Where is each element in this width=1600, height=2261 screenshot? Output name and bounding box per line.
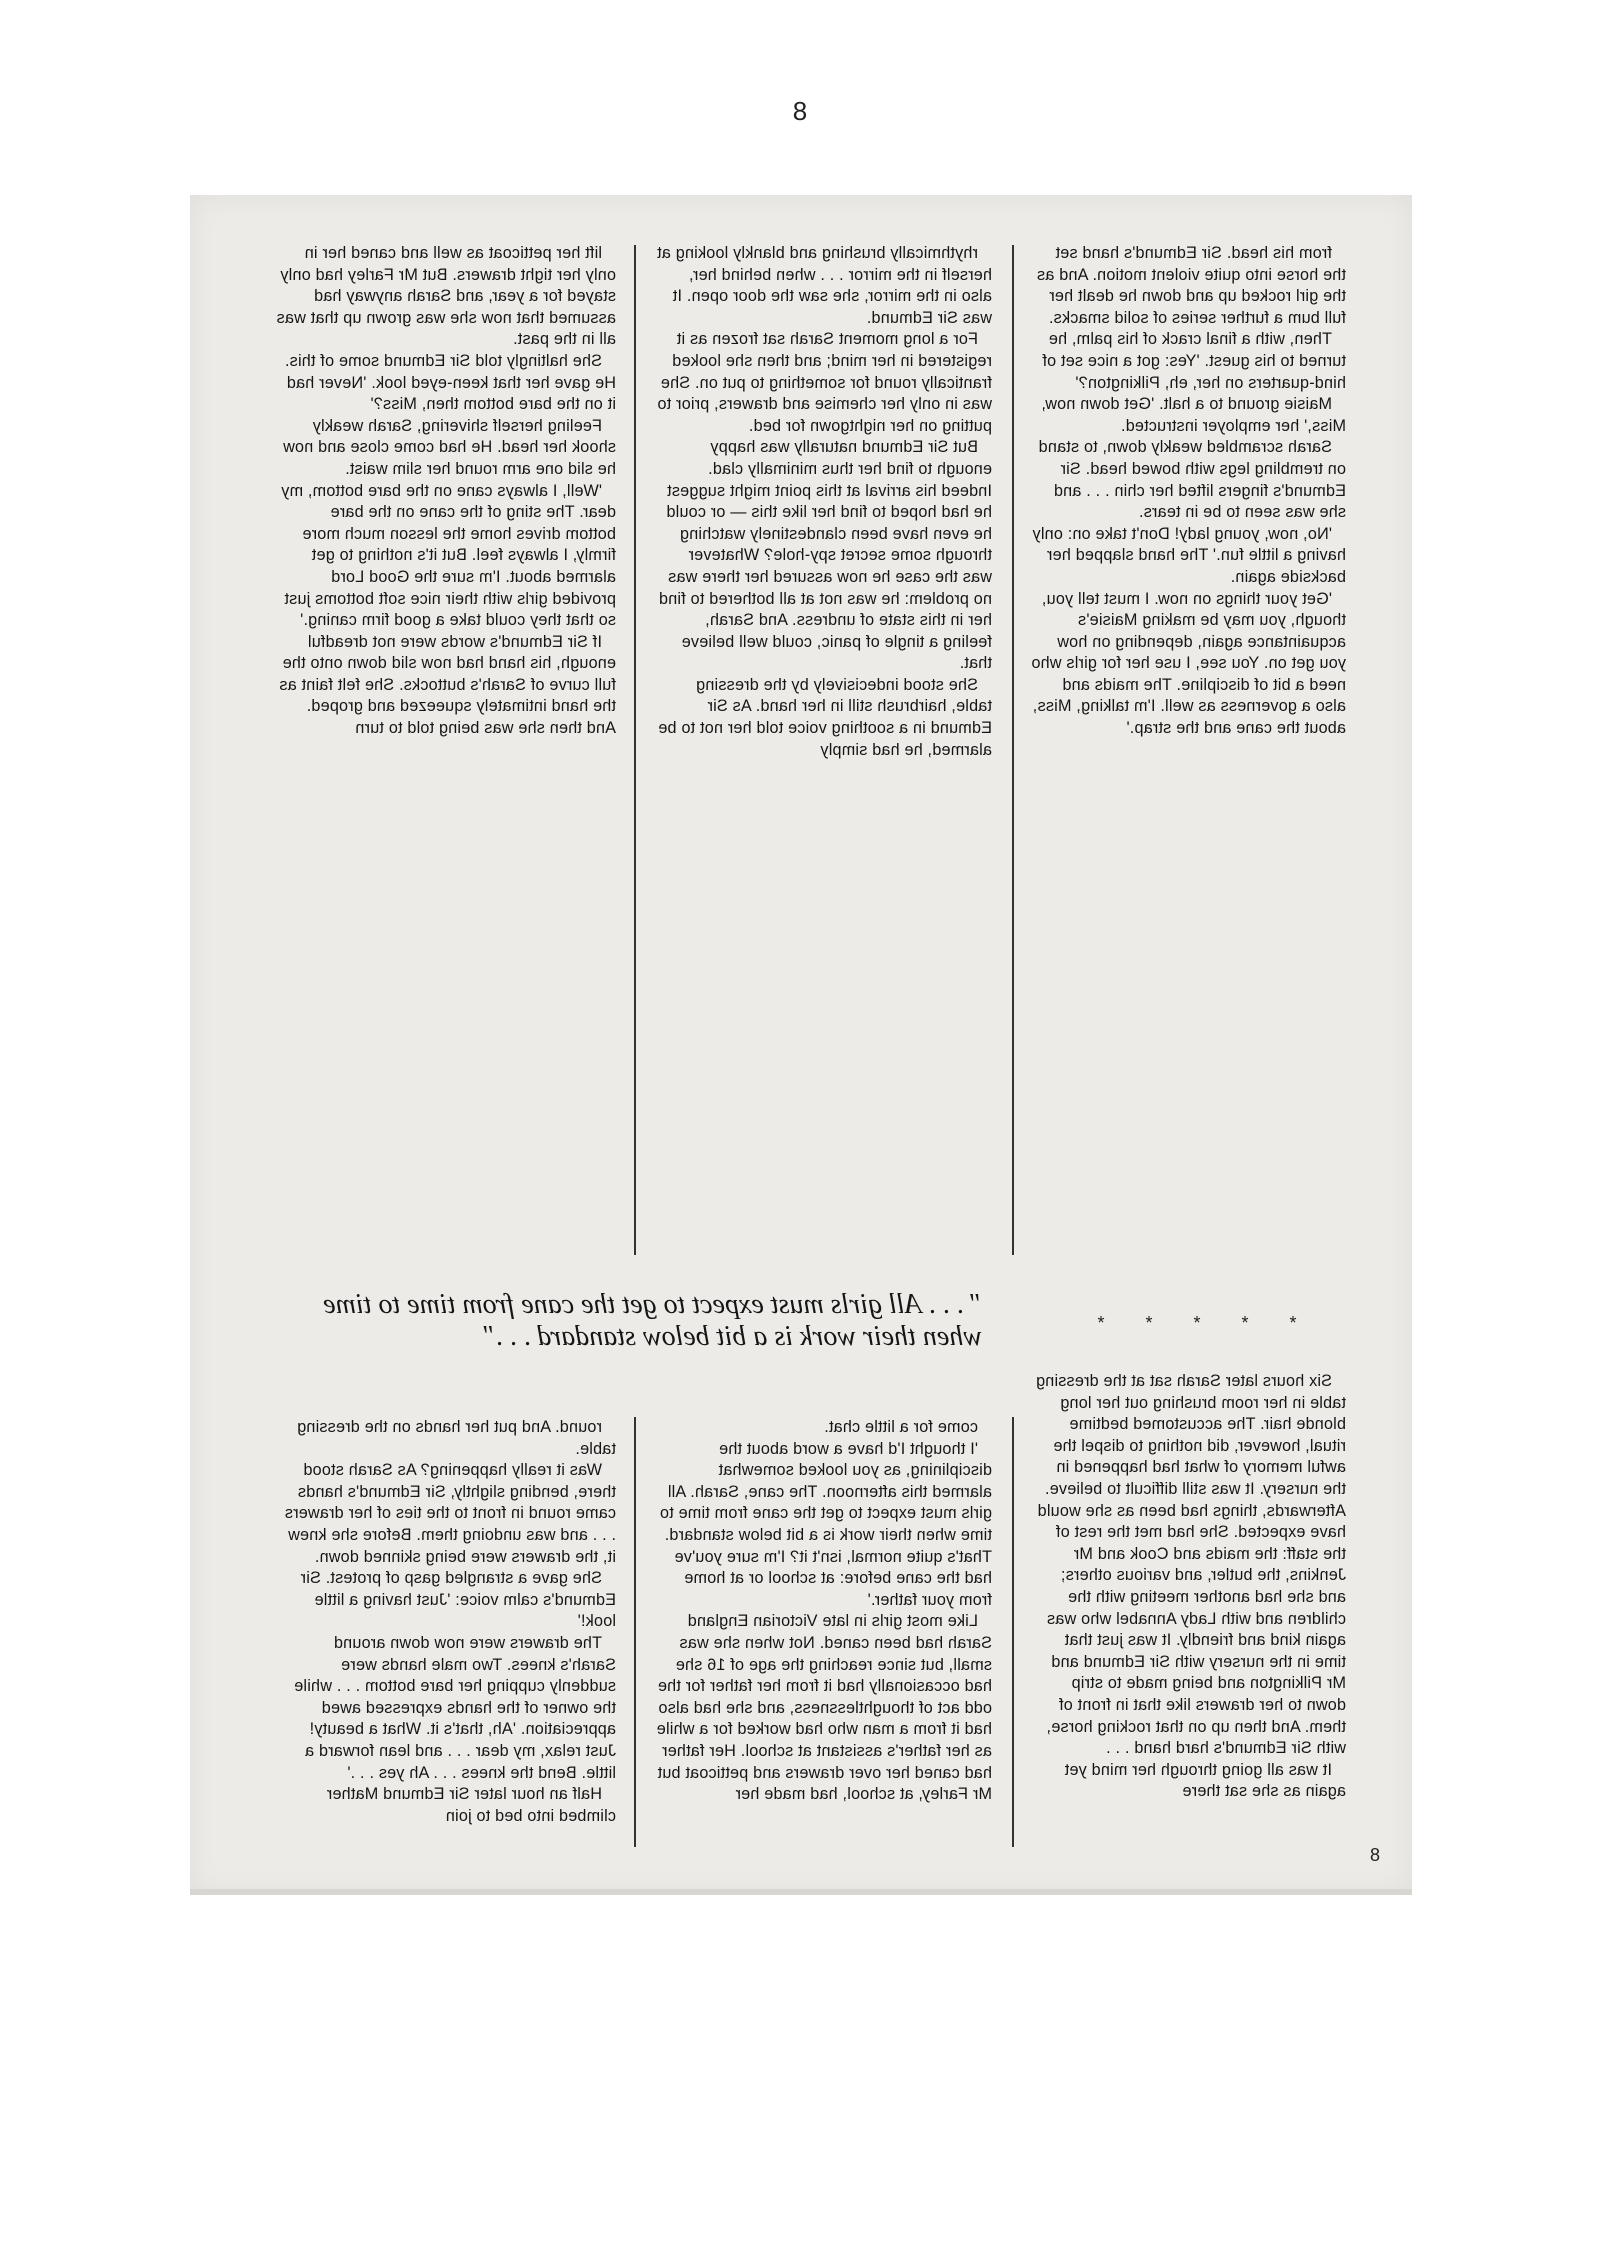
- column-rule-right: [634, 245, 636, 1255]
- section-break: * * * * *: [1079, 1313, 1297, 1333]
- page-number-bottom: 8: [1370, 1845, 1381, 1865]
- paragraph: Then, with a final crack of his palm, he turned to his guest. 'Yes: got a nice set of hind-quarters on her, eh, Pilkington?': [1042, 330, 1346, 392]
- column-rule-left: [1012, 245, 1014, 1255]
- paragraph: But Sir Edmund naturally was happy enough to find her thus minimally clad. Indeed his arrival at this point might suggest he had hoped to find her like this — or could he even have been clandestinely watching through some secret spy-hole? Whatever was the case he now assured her there was no problem: he was not at all bothered to find her in this state of undress. And Sarah, feeling a tingle of panic, could well believe that.: [658, 438, 992, 673]
- paragraph: Was it really happening? As Sarah stood there, bending slightly, Sir Edmund's hands came round in front to the ties of her drawers . . . and was undoing them. Before she knew it, the drawers were being skinned down.: [284, 1461, 616, 1566]
- paragraph: Half an hour later Sir Edmund Mather climbed into bed to join: [326, 1785, 616, 1825]
- paragraph: 'No, now, young lady! Don't take on: only having a little fun.' The hand slapped her backside again.: [1032, 524, 1346, 586]
- paragraph: 'I thought I'd have a word about the disciplining, as you looked somewhat alarmed this afternoon. The cane, Sarah. All girls must expect to get the cane from time to time when their work is a bit below standard. That's quite normal, isn't it? I'm sure you've had the cane before: at school or at home from your father.': [659, 1439, 992, 1609]
- column-rule-bottom-right: [634, 1417, 636, 1847]
- column-4: [1030, 1371, 1346, 1871]
- column-2: [656, 243, 992, 1283]
- column-6: [276, 1417, 616, 1867]
- column-rule-bottom-left: [1012, 1417, 1014, 1847]
- page-number-top: 8: [792, 96, 808, 126]
- paragraph: She stood indecisively by the dressing table, hairbrush still in her hand. As Sir Edmund in a soothing voice told her not to be alarmed, he had simply: [658, 675, 992, 759]
- paragraph: Like most girls in late Victorian England Sarah had been caned. Not when she was small, but since reaching the age of 16 she had occasionally had it from her father for the odd act of thoughtlessness, and she had also had it from a man who had worked for a while as her father's assistant at school. Her father had caned her over drawers and petticoat but Mr Farley, at school, had made her: [656, 1612, 992, 1804]
- column-3: [276, 243, 616, 1283]
- paragraph: She gave a strangled gasp of protest. Sir Edmund's calm voice: 'Just having a little look!': [300, 1569, 616, 1631]
- paragraph: If Sir Edmund's words were not dreadful enough, his hand had now slid down onto the full curve of Sarah's buttocks. She felt faint as the hand intimately squeezed and groped. And then she was being told to turn: [279, 632, 616, 738]
- paragraph: rhythmically brushing and blankly looking at herself in the mirror . . . when behind her, also in the mirror, she saw the door open. It was Sir Edmund.: [656, 244, 992, 327]
- paragraph: Six hours later Sarah sat at the dressing table in her room brushing out her long blonde hair. The accustomed bedtime ritual, however, did nothing to dispel the awful memory of what had happened in the nursery. It was still difficult to believe. Afterwards, things had been as she would have expected. She had met the rest of the staff: the maids and Cook and Mr Jenkins, the butler, and various others; and she had another meeting with the children and with Lady Annabel who was again kind and friendly. It was just that time in the nursery with Sir Edmund and Mr Pilkington and being made to strip down to her drawers like that in front of them. And then up on that rocking horse, with Sir Edmund's hard hand . . .: [1035, 1372, 1346, 1758]
- column-5: [656, 1417, 992, 1867]
- paragraph: She haltingly told Sir Edmund some of this. He gave her that keen-eyed look. 'Never had it on the bare bottom then, Miss?': [284, 351, 616, 414]
- paragraph: The drawers were now down around Sarah's knees. Two male hands were suddenly cupping her bare bottom . . . while the owner of the hands expressed awed appreciation. 'Ah, that's it. What a beauty! Just relax, my dear . . . and lean forward a little. Bend the knees . . . Ah yes . . .': [294, 1633, 616, 1782]
- column-1: [1030, 243, 1346, 1303]
- paragraph: Maisie ground to a halt. 'Get down now, Miss,' her employer instructed.: [1041, 395, 1346, 435]
- paragraph: round. And put her hands on the dressing table.: [297, 1418, 616, 1458]
- mirrored-print: [190, 195, 1412, 1895]
- paragraph: For a long moment Sarah sat frozen as it registered in her mind; and then she looked frantically round for something to put on. She was in only her chemise and drawers, prior to putting on her nightgown for bed.: [657, 330, 992, 435]
- scan-edge: [190, 1889, 1412, 1895]
- paragraph: 'Well, I always cane on the bare bottom, my dear. The sting of the cane on the bare bottom drives home the lesson much more firmly, I always feel. But it's nothing to get alarmed about. I'm sure the Good Lord provided girls with their nice soft bottoms just so that they could take a good firm caning.': [281, 481, 616, 630]
- paragraph: Sarah scrambled weakly down, to stand on trembling legs with bowed head. Sir Edmund's fingers lifted her chin . . . and she was seen to be in tears.: [1038, 438, 1346, 522]
- scanned-page: [190, 195, 1412, 1895]
- paragraph: Feeling herself shivering, Sarah weakly shook her head. He had come close and now he slid one arm round her slim waist.: [282, 416, 616, 478]
- paragraph: lift her petticoat as well and caned her in only her tight drawers. But Mr Farley had only stayed for a year, and Sarah anyway had assumed that now she was grown up that was all in the past.: [276, 244, 616, 349]
- paragraph: It was all going through her mind yet again as she sat there: [1064, 1760, 1346, 1801]
- paragraph: from his head. Sir Edmund's hand set the horse into quite violent motion. And as the girl rocked up and down he dealt her full bum a further series of solid smacks.: [1036, 244, 1346, 327]
- paragraph: come for a little chat.: [824, 1418, 978, 1436]
- paragraph: 'Get your things on now. I must tell you, though, you may be making Maisie's acquaintance again, depending on how you get on. You see, I use her for girls who need a bit of discipline. The maids and also a governess as well. I'm talking, Miss, about the cane and the strap.': [1031, 589, 1346, 738]
- pull-quote: " . . . All girls must expect to get the cane from time to time when their work is a bit below standard . . .": [323, 1289, 982, 1352]
